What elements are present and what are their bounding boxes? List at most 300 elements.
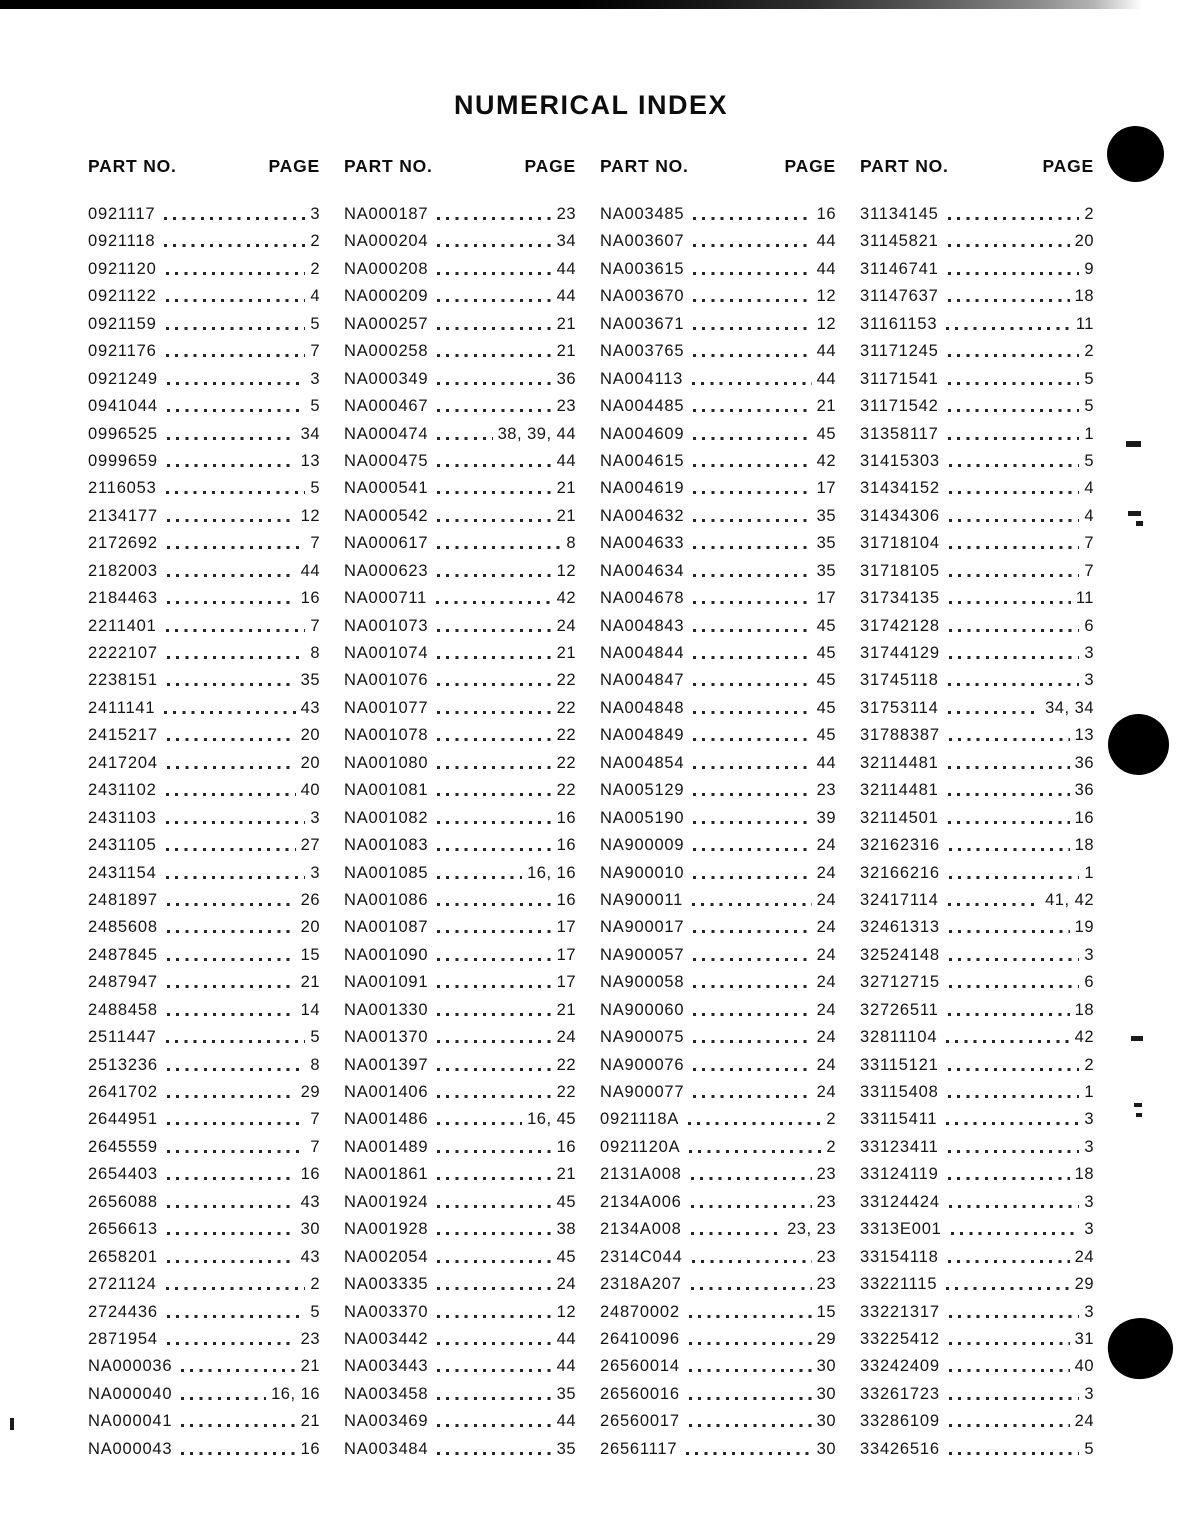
page-number: 17 <box>556 973 576 992</box>
page-number: 20 <box>300 753 320 772</box>
part-number: NA000711 <box>344 589 428 608</box>
index-row <box>860 1110 1094 1137</box>
part-number: 31718104 <box>860 534 940 553</box>
page-number: 16 <box>556 836 576 855</box>
index-row <box>600 699 836 726</box>
dot-leader <box>181 1452 295 1455</box>
dot-leader <box>691 1205 812 1208</box>
index-row <box>600 589 836 616</box>
index-row <box>860 562 1094 589</box>
page-number: 21 <box>816 397 836 416</box>
page-number: 5 <box>310 397 320 416</box>
part-number: 0921120 <box>88 259 157 278</box>
page-number: 44 <box>556 259 576 278</box>
page-number: 18 <box>1074 1165 1094 1184</box>
page-number: 17 <box>556 945 576 964</box>
index-row <box>344 534 576 561</box>
part-number: NA004678 <box>600 589 685 608</box>
dot-leader <box>689 1397 812 1400</box>
page-number: 24 <box>556 1028 576 1047</box>
part-number: NA001085 <box>344 863 429 882</box>
part-number: 2644951 <box>88 1110 158 1129</box>
index-row <box>600 864 836 891</box>
dot-leader <box>949 1315 1080 1318</box>
page-number: 42 <box>556 589 576 608</box>
page-number: 20 <box>300 918 320 937</box>
dot-leader <box>693 491 811 494</box>
page-number: 29 <box>300 1083 320 1101</box>
index-row <box>88 287 320 314</box>
dot-leader <box>437 958 551 961</box>
page-number: 2 <box>1084 205 1094 223</box>
index-row <box>860 1440 1094 1467</box>
index-row <box>600 946 836 973</box>
dot-leader <box>166 354 306 357</box>
part-number: NA001486 <box>344 1110 429 1129</box>
index-row <box>344 781 576 808</box>
part-number: 2314C044 <box>600 1247 683 1266</box>
page-number: 45 <box>556 1192 576 1211</box>
dot-leader <box>693 437 811 440</box>
part-number: 33221115 <box>860 1275 938 1294</box>
dot-leader <box>437 1122 522 1125</box>
page-number: 45 <box>816 424 836 443</box>
index-row <box>344 397 576 424</box>
page-number: 24 <box>816 945 836 964</box>
part-number: 2417204 <box>88 753 158 772</box>
part-number: 31161153 <box>860 314 938 333</box>
dot-leader <box>949 930 1070 933</box>
page-number: 22 <box>556 753 576 772</box>
index-row <box>344 946 576 973</box>
page-number: 30 <box>816 1439 836 1458</box>
index-column-2 <box>344 156 576 1467</box>
part-number: NA003615 <box>600 259 685 278</box>
part-number: NA001074 <box>344 644 429 662</box>
dot-leader <box>949 848 1070 851</box>
dot-leader <box>167 683 296 686</box>
dot-leader <box>949 1397 1080 1400</box>
part-number: 31147637 <box>860 287 939 306</box>
index-row <box>88 644 320 671</box>
page-number: 36 <box>1074 753 1094 772</box>
index-row <box>600 1001 836 1028</box>
part-number: NA004844 <box>600 644 685 662</box>
page-number: 8 <box>310 644 320 662</box>
part-number: NA004485 <box>600 397 685 416</box>
dot-leader <box>167 1177 296 1180</box>
dot-leader <box>948 437 1080 440</box>
index-row <box>88 671 320 698</box>
index-row <box>860 809 1094 836</box>
page-number: 1 <box>1084 863 1094 882</box>
dot-leader <box>948 821 1070 824</box>
part-number: 31718105 <box>860 561 940 580</box>
part-number: 0941044 <box>88 397 158 416</box>
page-number: 16 <box>556 1137 576 1156</box>
part-number: NA003442 <box>344 1329 429 1348</box>
index-row <box>860 1275 1094 1302</box>
page-number: 24 <box>556 616 576 635</box>
part-number: NA900010 <box>600 863 685 882</box>
page-number: 22 <box>556 726 576 745</box>
index-row <box>600 1248 836 1275</box>
part-number: NA001082 <box>344 808 429 827</box>
index-row <box>600 370 836 397</box>
dot-leader <box>167 409 305 412</box>
part-number: 31788387 <box>860 726 940 745</box>
page-number: 18 <box>1074 836 1094 855</box>
dot-leader <box>691 1287 812 1290</box>
part-number: NA000475 <box>344 451 429 470</box>
part-number: 26560016 <box>600 1384 680 1403</box>
page-number: 6 <box>1084 973 1094 992</box>
dot-leader <box>949 1205 1080 1208</box>
page-number: 44 <box>816 753 836 772</box>
part-number: NA001087 <box>344 918 429 937</box>
scan-edge-bar <box>0 0 1190 9</box>
index-row <box>600 754 836 781</box>
dot-leader <box>948 1177 1070 1180</box>
index-row <box>600 1083 836 1110</box>
part-number: NA001077 <box>344 698 429 717</box>
dot-leader <box>693 244 811 247</box>
index-row <box>344 699 576 726</box>
dot-leader <box>946 1040 1069 1043</box>
part-number: 33426516 <box>860 1439 940 1458</box>
part-number: 2211401 <box>88 616 157 635</box>
index-row <box>344 1193 576 1220</box>
index-row <box>344 1440 576 1467</box>
dot-leader <box>437 299 551 302</box>
page-number: 43 <box>300 698 320 717</box>
scan-artifact-mark <box>1126 441 1141 447</box>
index-row <box>344 452 576 479</box>
part-number: NA001928 <box>344 1220 429 1239</box>
part-number: 33221317 <box>860 1302 940 1321</box>
part-number: 32162316 <box>860 836 940 855</box>
index-row <box>600 260 836 287</box>
index-row <box>88 232 320 259</box>
page-number: 16 <box>1074 808 1094 827</box>
page-number: 30 <box>816 1412 836 1431</box>
index-row <box>344 754 576 781</box>
index-row <box>88 699 320 726</box>
page-number: 16, 16 <box>271 1384 320 1403</box>
dot-leader <box>437 1260 551 1263</box>
part-number: NA001091 <box>344 973 429 992</box>
part-number: 2485608 <box>88 918 158 937</box>
page-number: 45 <box>556 1247 576 1266</box>
page-number: 44 <box>816 259 836 278</box>
dot-leader <box>693 930 811 933</box>
dot-leader <box>437 1177 551 1180</box>
index-row <box>600 1165 836 1192</box>
index-row <box>860 754 1094 781</box>
part-number: NA900017 <box>600 918 685 937</box>
index-row <box>344 836 576 863</box>
page-number: 16 <box>816 205 836 223</box>
page-number: 17 <box>556 918 576 937</box>
page-number: 7 <box>1084 534 1094 553</box>
index-row <box>88 1440 320 1467</box>
index-row <box>600 1330 836 1357</box>
index-row <box>600 315 836 342</box>
index-row <box>88 1412 320 1439</box>
dot-leader <box>693 519 811 522</box>
index-rows <box>344 205 576 1467</box>
dot-leader <box>949 656 1080 659</box>
dot-leader <box>437 1095 551 1098</box>
page-number: 12 <box>556 561 576 580</box>
page-number: 29 <box>1074 1275 1094 1294</box>
index-row <box>600 1357 836 1384</box>
dot-leader <box>693 848 811 851</box>
page-number: 8 <box>566 534 576 553</box>
part-number: 2182003 <box>88 561 158 580</box>
dot-leader <box>437 546 561 549</box>
part-number: NA001083 <box>344 836 429 855</box>
page-number: 42 <box>816 451 836 470</box>
page-number: 3 <box>1084 644 1094 662</box>
part-number: 32712715 <box>860 973 940 992</box>
part-number: NA000209 <box>344 287 429 306</box>
page-number: 35 <box>816 561 836 580</box>
part-number: NA001073 <box>344 616 429 635</box>
index-row <box>88 205 320 232</box>
part-number: NA000257 <box>344 314 429 333</box>
dot-leader <box>437 1287 551 1290</box>
dot-leader <box>949 1424 1070 1427</box>
index-row <box>860 1138 1094 1165</box>
dot-leader <box>948 1260 1070 1263</box>
index-row <box>344 1412 576 1439</box>
part-number: 0921118 <box>88 232 156 251</box>
index-row <box>860 836 1094 863</box>
dot-leader <box>949 574 1080 577</box>
index-row <box>88 918 320 945</box>
index-row <box>344 589 576 616</box>
part-number: 2654403 <box>88 1165 158 1184</box>
page-number: 22 <box>556 698 576 717</box>
index-row <box>600 1385 836 1412</box>
part-number: 2318A207 <box>600 1275 682 1294</box>
page-number: 4 <box>1084 479 1094 498</box>
index-row <box>860 1330 1094 1357</box>
index-row <box>860 1412 1094 1439</box>
scan-artifact-mark <box>10 1418 14 1430</box>
index-row <box>860 452 1094 479</box>
page-number: 41, 42 <box>1045 890 1094 909</box>
page-number: 1 <box>1084 424 1094 443</box>
part-number: NA000617 <box>344 534 429 553</box>
dot-leader <box>167 958 296 961</box>
index-row <box>860 397 1094 424</box>
part-number: 32166216 <box>860 863 940 882</box>
part-number: NA004849 <box>600 726 685 745</box>
part-number: 0996525 <box>88 424 158 443</box>
part-number: NA900011 <box>600 890 684 909</box>
page-number: 8 <box>310 1055 320 1074</box>
index-row <box>344 1056 576 1083</box>
index-row <box>344 232 576 259</box>
page-number: 19 <box>1074 918 1094 937</box>
index-row <box>88 562 320 589</box>
page-number: 20 <box>300 726 320 745</box>
hole-punch-mark <box>1107 126 1164 182</box>
dot-leader <box>167 1342 296 1345</box>
index-row <box>88 726 320 753</box>
dot-leader <box>949 601 1071 604</box>
dot-leader <box>693 985 811 988</box>
page-number: 24 <box>1074 1247 1094 1266</box>
page-number: 24 <box>816 890 836 909</box>
page-number: 45 <box>816 671 836 690</box>
dot-leader <box>167 382 305 385</box>
dot-leader <box>948 766 1070 769</box>
page-number: 11 <box>1075 314 1094 333</box>
page-number: 23 <box>816 1192 836 1211</box>
dot-leader <box>167 1095 296 1098</box>
page-number: 35 <box>816 534 836 553</box>
part-number: NA900060 <box>600 1000 685 1019</box>
part-number: NA001086 <box>344 890 429 909</box>
part-number: 31745118 <box>860 671 939 690</box>
page-number: 35 <box>816 506 836 525</box>
index-row <box>600 1220 836 1247</box>
dot-leader <box>437 272 551 275</box>
index-row <box>88 1193 320 1220</box>
page-number: 7 <box>310 1110 320 1129</box>
dot-leader <box>693 876 811 879</box>
page-number: 35 <box>556 1384 576 1403</box>
index-row <box>860 507 1094 534</box>
page-number: 22 <box>556 781 576 800</box>
index-row <box>88 1275 320 1302</box>
part-number: NA000623 <box>344 561 429 580</box>
index-row <box>860 260 1094 287</box>
part-number: 0921117 <box>88 205 156 223</box>
page-number: 3 <box>310 205 320 223</box>
page-number: 45 <box>816 698 836 717</box>
dot-leader <box>167 738 296 741</box>
page-number: 14 <box>300 1000 320 1019</box>
part-number: NA004632 <box>600 506 685 525</box>
index-row <box>860 589 1094 616</box>
index-row <box>88 315 320 342</box>
index-row <box>344 617 576 644</box>
index-row <box>860 479 1094 506</box>
index-row <box>344 1001 576 1028</box>
dot-leader <box>437 491 551 494</box>
part-number: NA001080 <box>344 753 429 772</box>
page-number: 7 <box>1084 561 1094 580</box>
page-number: 12 <box>816 287 836 306</box>
page-number: 42 <box>1074 1028 1094 1047</box>
index-row <box>860 1001 1094 1028</box>
page-number: 18 <box>1074 287 1094 306</box>
part-number: 31434152 <box>860 479 940 498</box>
dot-leader <box>689 1150 821 1153</box>
index-row <box>600 1056 836 1083</box>
part-number: NA003607 <box>600 232 685 251</box>
dot-leader <box>693 354 811 357</box>
dot-leader <box>693 766 811 769</box>
index-row <box>600 1303 836 1330</box>
dot-leader <box>437 793 551 796</box>
part-number: 2641702 <box>88 1083 158 1101</box>
index-row <box>88 1357 320 1384</box>
part-number: NA000036 <box>88 1357 173 1376</box>
page-header: PAGE <box>784 156 836 176</box>
page-number: 16, 45 <box>527 1110 576 1129</box>
page-number: 5 <box>1084 397 1094 416</box>
dot-leader <box>689 1315 812 1318</box>
dot-leader <box>949 1369 1070 1372</box>
part-number: 33124424 <box>860 1192 940 1211</box>
page-number: 38, 39, 44 <box>497 424 576 443</box>
page-number: 39 <box>816 808 836 827</box>
index-row <box>88 1248 320 1275</box>
page-number: 43 <box>300 1247 320 1266</box>
part-no-header: PART NO. <box>860 156 949 176</box>
index-row <box>600 1110 836 1137</box>
index-row <box>88 1056 320 1083</box>
dot-leader <box>693 464 811 467</box>
index-row <box>600 1275 836 1302</box>
page-header: PAGE <box>1042 156 1094 176</box>
page-number: 3 <box>1084 1384 1094 1403</box>
part-number: NA004615 <box>600 451 685 470</box>
part-number: NA001081 <box>344 781 429 800</box>
index-row <box>860 1028 1094 1055</box>
page-number: 34, 34 <box>1045 698 1094 717</box>
index-row <box>344 644 576 671</box>
dot-leader <box>437 1150 551 1153</box>
part-number: 2487845 <box>88 945 158 964</box>
part-number: 2415217 <box>88 726 158 745</box>
index-row <box>600 644 836 671</box>
dot-leader <box>689 1342 812 1345</box>
part-number: NA003335 <box>344 1275 429 1294</box>
part-number: NA001489 <box>344 1137 429 1156</box>
part-number: NA900077 <box>600 1083 685 1101</box>
page-number: 3 <box>1084 1302 1094 1321</box>
dot-leader <box>437 738 551 741</box>
column-header <box>600 156 836 178</box>
part-number: 2871954 <box>88 1329 158 1348</box>
part-number: 2658201 <box>88 1247 158 1266</box>
index-row <box>344 479 576 506</box>
dot-leader <box>949 985 1080 988</box>
part-number: NA000204 <box>344 232 429 251</box>
dot-leader <box>693 711 811 714</box>
index-row <box>344 1110 576 1137</box>
index-row <box>860 671 1094 698</box>
index-row <box>344 809 576 836</box>
part-number: 31171541 <box>860 369 939 388</box>
dot-leader <box>166 491 306 494</box>
part-number: NA001924 <box>344 1192 429 1211</box>
dot-leader <box>437 354 551 357</box>
index-row <box>860 1303 1094 1330</box>
page-number: 23 <box>816 1247 836 1266</box>
page-number: 45 <box>816 726 836 745</box>
part-number: 0921249 <box>88 369 158 388</box>
dot-leader <box>437 464 551 467</box>
part-number: NA004609 <box>600 424 685 443</box>
index-row <box>88 479 320 506</box>
